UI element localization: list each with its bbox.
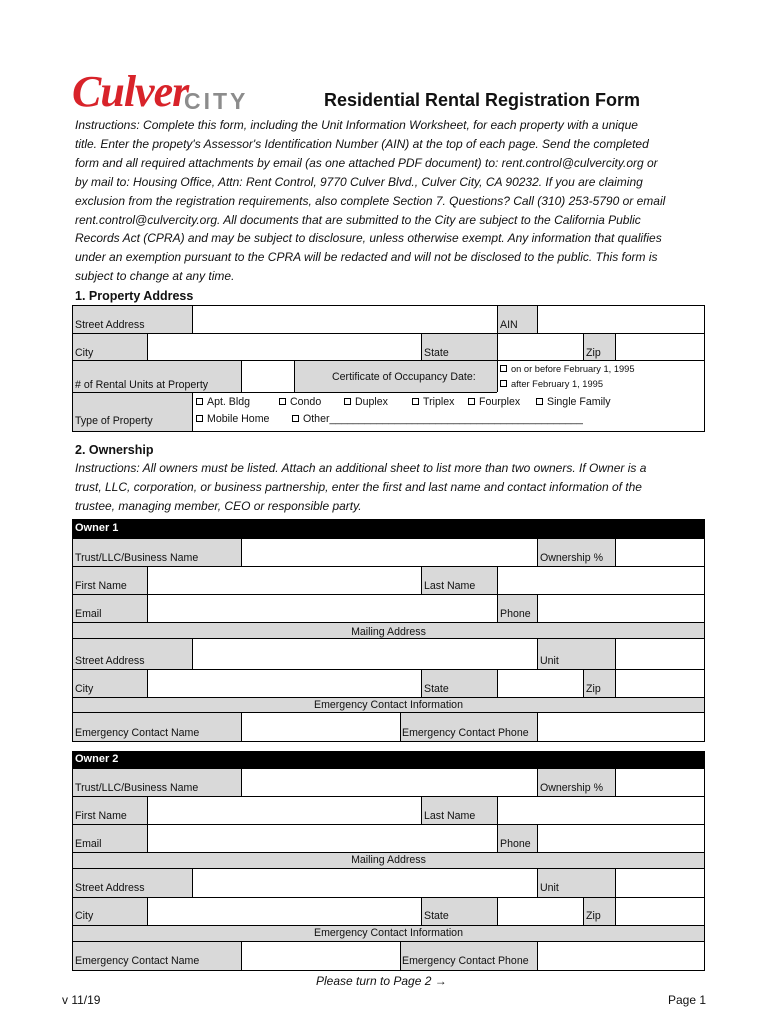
instructions-line: under an exemption pursuant to the CPRA will be redacted and will not be disclosed to the public. This form is — [75, 250, 658, 265]
owner-header: Owner 1 — [72, 519, 705, 538]
ec-phone-label: Emergency Contact Phone — [402, 955, 529, 967]
type-mobile-home[interactable]: Mobile Home — [196, 414, 269, 425]
checkbox-icon — [196, 415, 203, 422]
instructions-line: title. Enter the propety's Assessor's Identification Number (AIN) at the top of each page. Send the completed — [75, 136, 649, 151]
zip-label: Zip — [586, 910, 601, 922]
owner-phone-input[interactable] — [538, 595, 704, 622]
instructions-line: subject to change at any time. — [75, 269, 235, 284]
trust-label: Trust/LLC/Business Name — [75, 552, 199, 564]
owner-last-name-input[interactable] — [498, 567, 704, 594]
checkbox-icon — [500, 380, 507, 387]
owner-trust-name-input[interactable] — [242, 539, 537, 566]
owner-phone-input[interactable] — [538, 825, 704, 852]
checkbox-icon — [279, 398, 286, 405]
zip-label: Zip — [586, 683, 601, 695]
unit-label: Unit — [540, 882, 559, 894]
rental-units-label: # of Rental Units at Property — [75, 379, 209, 391]
instructions-line: by mail to: Housing Office, Attn: Rent Control, 9770 Culver Blvd., Culver City, CA 90232. If you are claiming — [75, 174, 643, 189]
street-address-input[interactable] — [193, 306, 497, 333]
coo-option-before[interactable]: on or before February 1, 1995 — [500, 365, 635, 374]
first-name-label: First Name — [75, 580, 127, 592]
type-apt-bldg[interactable]: Apt. Bldg — [196, 397, 250, 408]
city-label: City — [75, 347, 94, 359]
state-label: State — [424, 910, 449, 922]
ec-name-label: Emergency Contact Name — [75, 727, 200, 739]
owner-trust-name-input[interactable] — [242, 769, 537, 796]
page-title: Residential Rental Registration Form — [324, 90, 641, 110]
ownership-instructions — [75, 459, 646, 516]
owner-city-input[interactable] — [148, 670, 421, 697]
type-duplex[interactable]: Duplex — [344, 397, 388, 408]
owner-ec-name-input[interactable] — [242, 942, 400, 970]
instructions-line: trustee, managing member, CEO or responsible party. — [75, 498, 362, 513]
owner-unit-input[interactable] — [616, 869, 704, 897]
type-other[interactable]: Other___________________________________________ — [292, 414, 583, 425]
culver-city-logo — [72, 67, 189, 116]
owner-street-input[interactable] — [193, 639, 537, 669]
checkbox-icon — [412, 398, 419, 405]
turn-page-note: Please turn to Page 2 → — [316, 974, 447, 988]
owner-street-input[interactable] — [193, 869, 537, 897]
instructions-line: form and all required attachments by email (as one attached PDF document) to: rent.control@culvercity.org or — [75, 155, 658, 170]
instructions-line: exclusion from the registration requirements, also complete Section 7. Questions? Call (310) 253-5790 or email — [75, 193, 666, 208]
rental-units-input[interactable] — [242, 361, 294, 392]
coo-label: Certificate of Occupancy Date: — [332, 371, 476, 383]
ain-input[interactable] — [538, 306, 704, 333]
owner-email-input[interactable] — [148, 825, 497, 852]
instructions-line: Instructions: All owners must be listed. Attach an additional sheet to list more than two owners. If Owner is a — [75, 461, 647, 475]
logo-city-text: CITY — [184, 88, 249, 114]
owner-unit-input[interactable] — [616, 639, 704, 669]
type-condo[interactable]: Condo — [279, 397, 321, 408]
page-number: Page 1 — [668, 993, 707, 1007]
ec-name-label: Emergency Contact Name — [75, 955, 200, 967]
owner-state-input[interactable] — [498, 898, 583, 925]
owner-last-name-input[interactable] — [498, 797, 704, 824]
ain-label: AIN — [500, 319, 518, 331]
instructions — [75, 116, 665, 286]
owner-block — [0, 751, 770, 973]
emergency-contact-label: Emergency Contact Information — [314, 699, 463, 711]
type-fourplex[interactable]: Fourplex — [468, 397, 520, 408]
ownership-pct-label: Ownership % — [540, 782, 603, 794]
owner-email-input[interactable] — [148, 595, 497, 622]
section-1-heading: 1. Property Address — [75, 289, 194, 303]
street-label: Street Address — [75, 655, 145, 667]
last-name-label: Last Name — [424, 810, 476, 822]
instructions-line: trust, LLC, corporation, or business partnership, enter the first and last name and contact information of the — [75, 479, 642, 494]
owner-ownership-pct-input[interactable] — [616, 769, 704, 796]
city-label: City — [75, 683, 94, 695]
city-input[interactable] — [148, 334, 421, 360]
street-address-label: Street Address — [75, 319, 145, 331]
checkbox-icon — [196, 398, 203, 405]
phone-label: Phone — [500, 838, 531, 850]
owner-state-input[interactable] — [498, 670, 583, 697]
owner-header: Owner 2 — [72, 751, 705, 768]
zip-label: Zip — [586, 347, 601, 359]
mailing-address-label: Mailing Address — [351, 854, 426, 866]
email-label: Email — [75, 608, 102, 620]
owner-first-name-input[interactable] — [148, 797, 421, 824]
checkbox-icon — [344, 398, 351, 405]
version-label: v 11/19 — [62, 993, 101, 1007]
logo-brand: Culver — [72, 67, 189, 116]
trust-label: Trust/LLC/Business Name — [75, 782, 199, 794]
owner-ownership-pct-input[interactable] — [616, 539, 704, 566]
instructions-line: Records Act (CPRA) and may be subject to disclosure, unless otherwise exempt. Any information that qualifies — [75, 231, 662, 246]
coo-option-after[interactable]: after February 1, 1995 — [500, 380, 603, 389]
type-single-family[interactable]: Single Family — [536, 397, 611, 408]
state-label: State — [424, 347, 449, 359]
first-name-label: First Name — [75, 810, 127, 822]
state-label: State — [424, 683, 449, 695]
ec-phone-label: Emergency Contact Phone — [402, 727, 529, 739]
ownership-pct-label: Ownership % — [540, 552, 603, 564]
emergency-contact-label: Emergency Contact Information — [314, 927, 463, 939]
owner-zip-input[interactable] — [616, 898, 704, 925]
type-label: Type of Property — [75, 415, 153, 427]
mailing-address-label: Mailing Address — [351, 626, 426, 638]
instructions-line: Instructions: Complete this form, including the Unit Information Worksheet, for each property with a unique — [75, 118, 638, 132]
owner-ec-phone-input[interactable] — [538, 713, 704, 741]
street-label: Street Address — [75, 882, 145, 894]
state-input[interactable] — [498, 334, 583, 360]
unit-label: Unit — [540, 655, 559, 667]
instructions-line: rent.control@culvercity.org. All documents that are submitted to the City are subject to the California Public — [75, 212, 641, 227]
zip-input[interactable] — [616, 334, 704, 360]
checkbox-icon — [468, 398, 475, 405]
checkbox-icon — [292, 415, 299, 422]
checkbox-icon — [536, 398, 543, 405]
type-triplex[interactable]: Triplex — [412, 397, 454, 408]
owner-block — [0, 519, 770, 745]
city-label: City — [75, 910, 94, 922]
checkbox-icon — [500, 365, 507, 372]
owner-first-name-input[interactable] — [148, 567, 421, 594]
last-name-label: Last Name — [424, 580, 476, 592]
owner-ec-name-input[interactable] — [242, 713, 400, 741]
phone-label: Phone — [500, 608, 531, 620]
owner-zip-input[interactable] — [616, 670, 704, 697]
section-2-heading: 2. Ownership — [75, 443, 154, 457]
owner-city-input[interactable] — [148, 898, 421, 925]
email-label: Email — [75, 838, 102, 850]
owner-ec-phone-input[interactable] — [538, 942, 704, 970]
